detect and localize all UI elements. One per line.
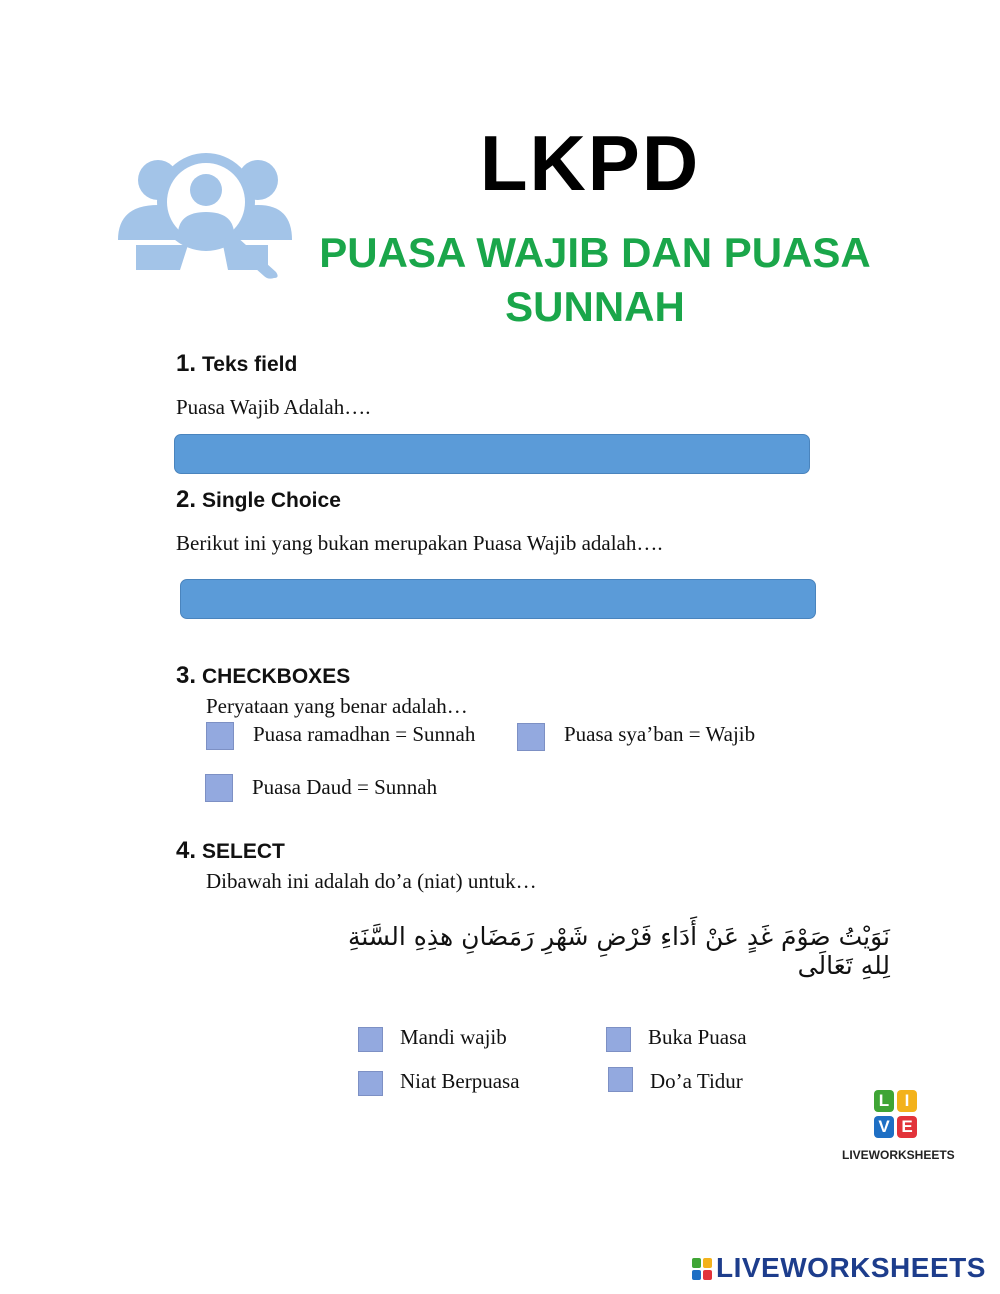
q2-heading-label: Single Choice <box>202 489 341 512</box>
live-badge-letter-i: I <box>897 1090 917 1112</box>
q3-number: 3. <box>176 662 197 689</box>
q3-checkbox-3[interactable] <box>205 774 233 802</box>
q1-heading <box>176 350 297 378</box>
q2-number: 2. <box>176 486 197 513</box>
live-badge-caption: LIVEWORKSHEETS <box>842 1148 955 1162</box>
q4-checkbox-1[interactable] <box>358 1027 383 1052</box>
q4-prompt: Dibawah ini adalah do’a (niat) untuk… <box>206 869 537 893</box>
q2-heading <box>176 486 341 514</box>
live-badge-letter-l: L <box>874 1090 894 1112</box>
q3-prompt: Peryataan yang benar adalah… <box>206 694 468 718</box>
q4-checkbox-3[interactable] <box>358 1071 383 1096</box>
q4-checkbox-4[interactable] <box>608 1067 633 1092</box>
q4-heading-label: SELECT <box>202 840 285 863</box>
q4-option-3: Niat Berpuasa <box>400 1069 520 1093</box>
live-badge-letter-e: E <box>897 1116 917 1138</box>
user-search-icon <box>118 150 298 280</box>
q1-number: 1. <box>176 350 197 377</box>
footer-brand[interactable]: LIVEWORKSHEETS <box>716 1252 986 1283</box>
q4-checkbox-2[interactable] <box>606 1027 631 1052</box>
q3-heading-label: CHECKBOXES <box>202 665 351 688</box>
q1-heading-label: Teks field <box>202 353 298 376</box>
page-title: LKPD <box>479 119 701 207</box>
q3-option-2: Puasa sya’ban = Wajib <box>564 722 756 746</box>
q4-option-2: Buka Puasa <box>648 1025 747 1049</box>
q2-answer-field[interactable] <box>180 579 816 619</box>
live-badge-logo <box>872 1090 922 1142</box>
q1-prompt: Puasa Wajib Adalah…. <box>176 395 371 419</box>
q4-option-4: Do’a Tidur <box>650 1069 743 1093</box>
q3-option-3: Puasa Daud = Sunnah <box>252 775 438 799</box>
q1-answer-field[interactable] <box>174 434 810 474</box>
q4-arabic-text: نَوَيْتُ صَوْمَ غَدٍ عَنْ أَدَاءِ فَرْضِ شَهْرِ رَمَضَانِ هذِهِ السَّنَةِ لِلهِ تَعَالَى <box>347 922 890 980</box>
q4-option-1: Mandi wajib <box>400 1025 507 1049</box>
live-badge-letter-v: V <box>874 1116 894 1138</box>
q3-checkbox-1[interactable] <box>206 722 234 750</box>
q3-heading <box>176 662 350 690</box>
footer-mini-logo <box>692 1258 712 1280</box>
q2-prompt: Berikut ini yang bukan merupakan Puasa Wajib adalah…. <box>176 531 663 555</box>
q3-checkbox-2[interactable] <box>517 723 545 751</box>
q4-heading <box>176 837 285 865</box>
page-subtitle: PUASA WAJIB DAN PUASA SUNNAH <box>319 229 871 330</box>
q3-option-1: Puasa ramadhan = Sunnah <box>253 722 476 746</box>
q4-number: 4. <box>176 837 197 864</box>
